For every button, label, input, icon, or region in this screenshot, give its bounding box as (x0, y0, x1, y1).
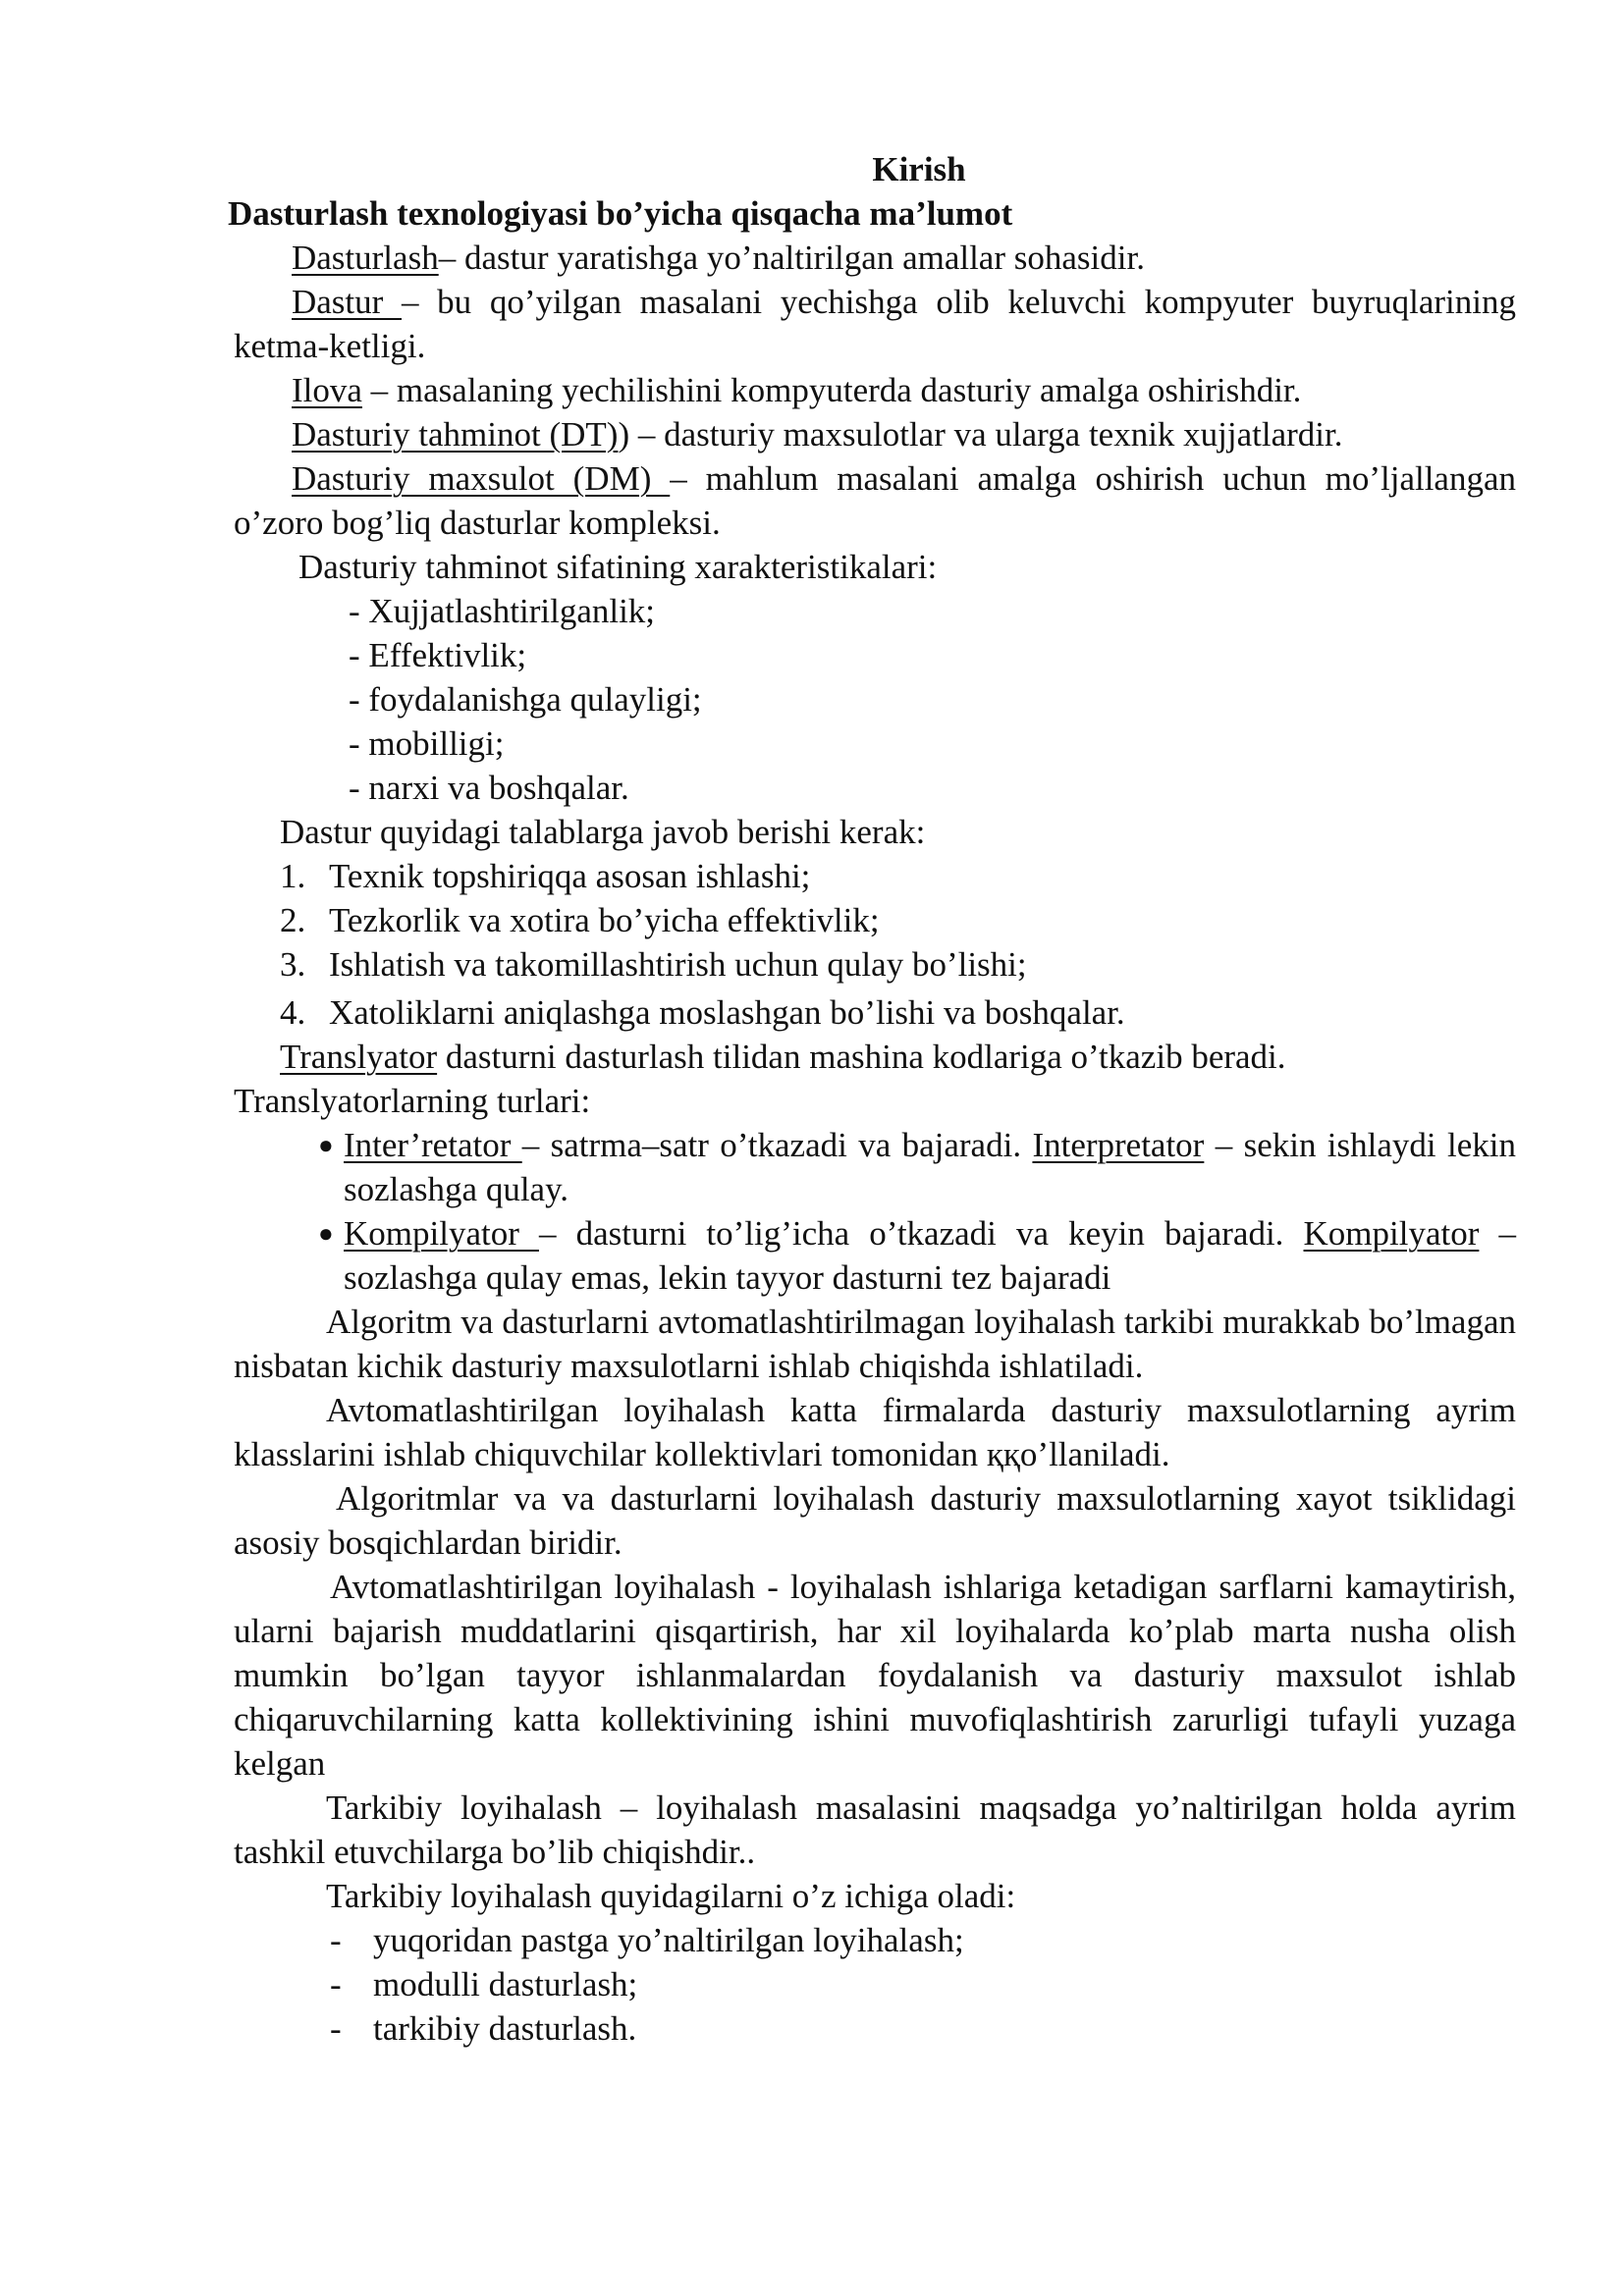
document-page (228, 147, 1517, 2051)
paragraph: Tarkibiy loyihalash – loyihalash masalasini maqsadga yo’naltirilgan holda ayrim tashkil etuvchilarga bo’lib chiqishdir.. (234, 1789, 1516, 1871)
list-item: - Xujjatlashtirilganlik; (349, 589, 1516, 633)
list-item (330, 2006, 1516, 2051)
definition-text: – bu qo’yilgan masalani yechishga olib keluvchi kompyuter buyruqlarining ketma-ketligi. (234, 283, 1517, 365)
requirements-heading: Dastur quyidagi talablarga javob berishi kerak: (280, 813, 926, 851)
definition-text: – mahlum masalani amalga oshirish uchun mo’ljallangan o’zoro bog’liq dasturlar kompleksi. (234, 459, 1516, 542)
dash-marker: - (330, 1921, 342, 1959)
quality-heading: Dasturiy tahminot sifatining xarakteristikalari: (298, 548, 938, 586)
list-number: 1. (280, 857, 306, 895)
list-item (330, 1962, 1516, 2006)
list-item (318, 1211, 1516, 1300)
term: Dasturiy tahminot (DT) (292, 415, 619, 454)
definition-ilova (234, 368, 1516, 412)
list-text: – satrma–satr o’tkazadi va bajaradi. (521, 1126, 1033, 1164)
translator-paragraph (234, 1035, 1516, 1079)
list-text: – sekin ishlaydi lekin sozlashga qulay. (344, 1126, 1516, 1208)
list-item (280, 942, 1516, 987)
paragraph-text: dasturni dasturlash tilidan mashina kodlariga o’tkazib beradi. (437, 1038, 1286, 1076)
term: Dasturlash (292, 239, 439, 277)
definition-dastur (234, 280, 1516, 368)
definition-dt (234, 412, 1516, 456)
page-title: Kirish (872, 150, 966, 188)
term: Inter’retator (344, 1126, 522, 1164)
translator-types-heading: Translyatorlarning turlari: (234, 1082, 591, 1120)
paragraph: Avtomatlashtirilgan loyihalash katta firmalarda dasturiy maxsulotlarning ayrim klasslarini ishlab chiquvchilar kollektivlari tomonidan ққo’llaniladi. (234, 1391, 1516, 1473)
paragraph: Avtomatlashtirilgan loyihalash - loyihalash ishlariga ketadigan sarflarni kamaytirish, ularni bajarish muddatlarini qisqartirish, har xil loyihalarda ko’plab marta nusha olish mumkin bo’lgan tayyor ishlanmalardan foydalanish va dasturiy maxsulot ishlab chiqaruvchilarning katta kollektivining ishini muvofiqlashtirish zarurligi tufayli yuzaga kelgan (234, 1568, 1516, 1783)
list-item: - Effektivlik; (349, 633, 1516, 677)
dash-marker: - (330, 1965, 342, 2003)
requirements-list (234, 854, 1516, 1035)
dash-marker: - (330, 2009, 342, 2048)
list-text: yuqoridan pastga yo’naltirilgan loyihalash; (373, 1921, 964, 1959)
paragraph: Algoritmlar va va dasturlarni loyihalash dasturiy maxsulotlarning хayot tsiklidagi asosiy bosqichlardan biridir. (234, 1479, 1516, 1562)
list-text: tarkibiy dasturlash. (373, 2009, 637, 2048)
bullet-icon: ● (318, 1219, 334, 1248)
list-item (280, 990, 1516, 1035)
list-item: - narxi va boshqalar. (349, 766, 1516, 810)
list-text: Ishlatish va takomillashtirish uchun qulay bo’lishi; (329, 945, 1027, 984)
structured-design-list (234, 1918, 1516, 2051)
paragraph: Algoritm va dasturlarni avtomatlashtirilmagan loyihalash tarkibi murakkab bo’lmagan nisbatan kichik dasturiy maxsulotlarni ishlab chiqishda ishlatiladi. (234, 1303, 1516, 1385)
list-number: 2. (280, 901, 306, 939)
term: Dastur (292, 283, 402, 321)
definition-text: ) – dasturiy maxsulotlar va ularga texnik xujjatlardir. (618, 415, 1343, 454)
definition-text: – dastur yaratishga yo’naltirilgan amallar sohasidir. (438, 239, 1145, 277)
list-item: - mobilligi; (349, 721, 1516, 766)
list-item (330, 1918, 1516, 1962)
paragraph: Tarkibiy loyihalash quyidagilarni o’z ichiga oladi: (326, 1877, 1016, 1915)
list-text: Tezkorlik va xotira bo’yicha effektivlik; (329, 901, 880, 939)
list-text: Texnik topshiriqqa asosan ishlashi; (329, 857, 811, 895)
page-subtitle: Dasturlash texnologiyasi bo’yicha qisqacha ma’lumot (228, 194, 1013, 233)
list-number: 4. (280, 993, 306, 1032)
term: Translyator (280, 1038, 438, 1076)
list-text: – sozlashga qulay emas, lekin tayyor dasturni tez bajaradi (344, 1214, 1516, 1297)
definition-dasturlash (234, 236, 1516, 280)
bullet-icon: ● (318, 1131, 334, 1159)
term: Kompilyator (1303, 1214, 1480, 1253)
quality-list (234, 589, 1516, 810)
term: Interpretator (1032, 1126, 1205, 1164)
term: Kompilyator (344, 1214, 539, 1253)
definition-dm (234, 456, 1516, 545)
list-item (280, 898, 1516, 942)
term: Dasturiy maxsulot (DM) (292, 459, 671, 498)
term: Ilova (292, 371, 362, 409)
list-item (318, 1123, 1516, 1211)
list-item (280, 854, 1516, 898)
list-text: – dasturni to’lig’icha o’tkazadi va keyin bajaradi. (538, 1214, 1304, 1253)
list-text: modulli dasturlash; (373, 1965, 638, 2003)
definition-text: – masalaning yechilishini kompyuterda dasturiy amalga oshirishdir. (361, 371, 1302, 409)
translator-types-list (234, 1123, 1516, 1300)
list-item: - foydalanishga qulayligi; (349, 677, 1516, 721)
list-number: 3. (280, 945, 306, 984)
list-text: Xatoliklarni aniqlashga moslashgan bo’lishi va boshqalar. (329, 993, 1125, 1032)
